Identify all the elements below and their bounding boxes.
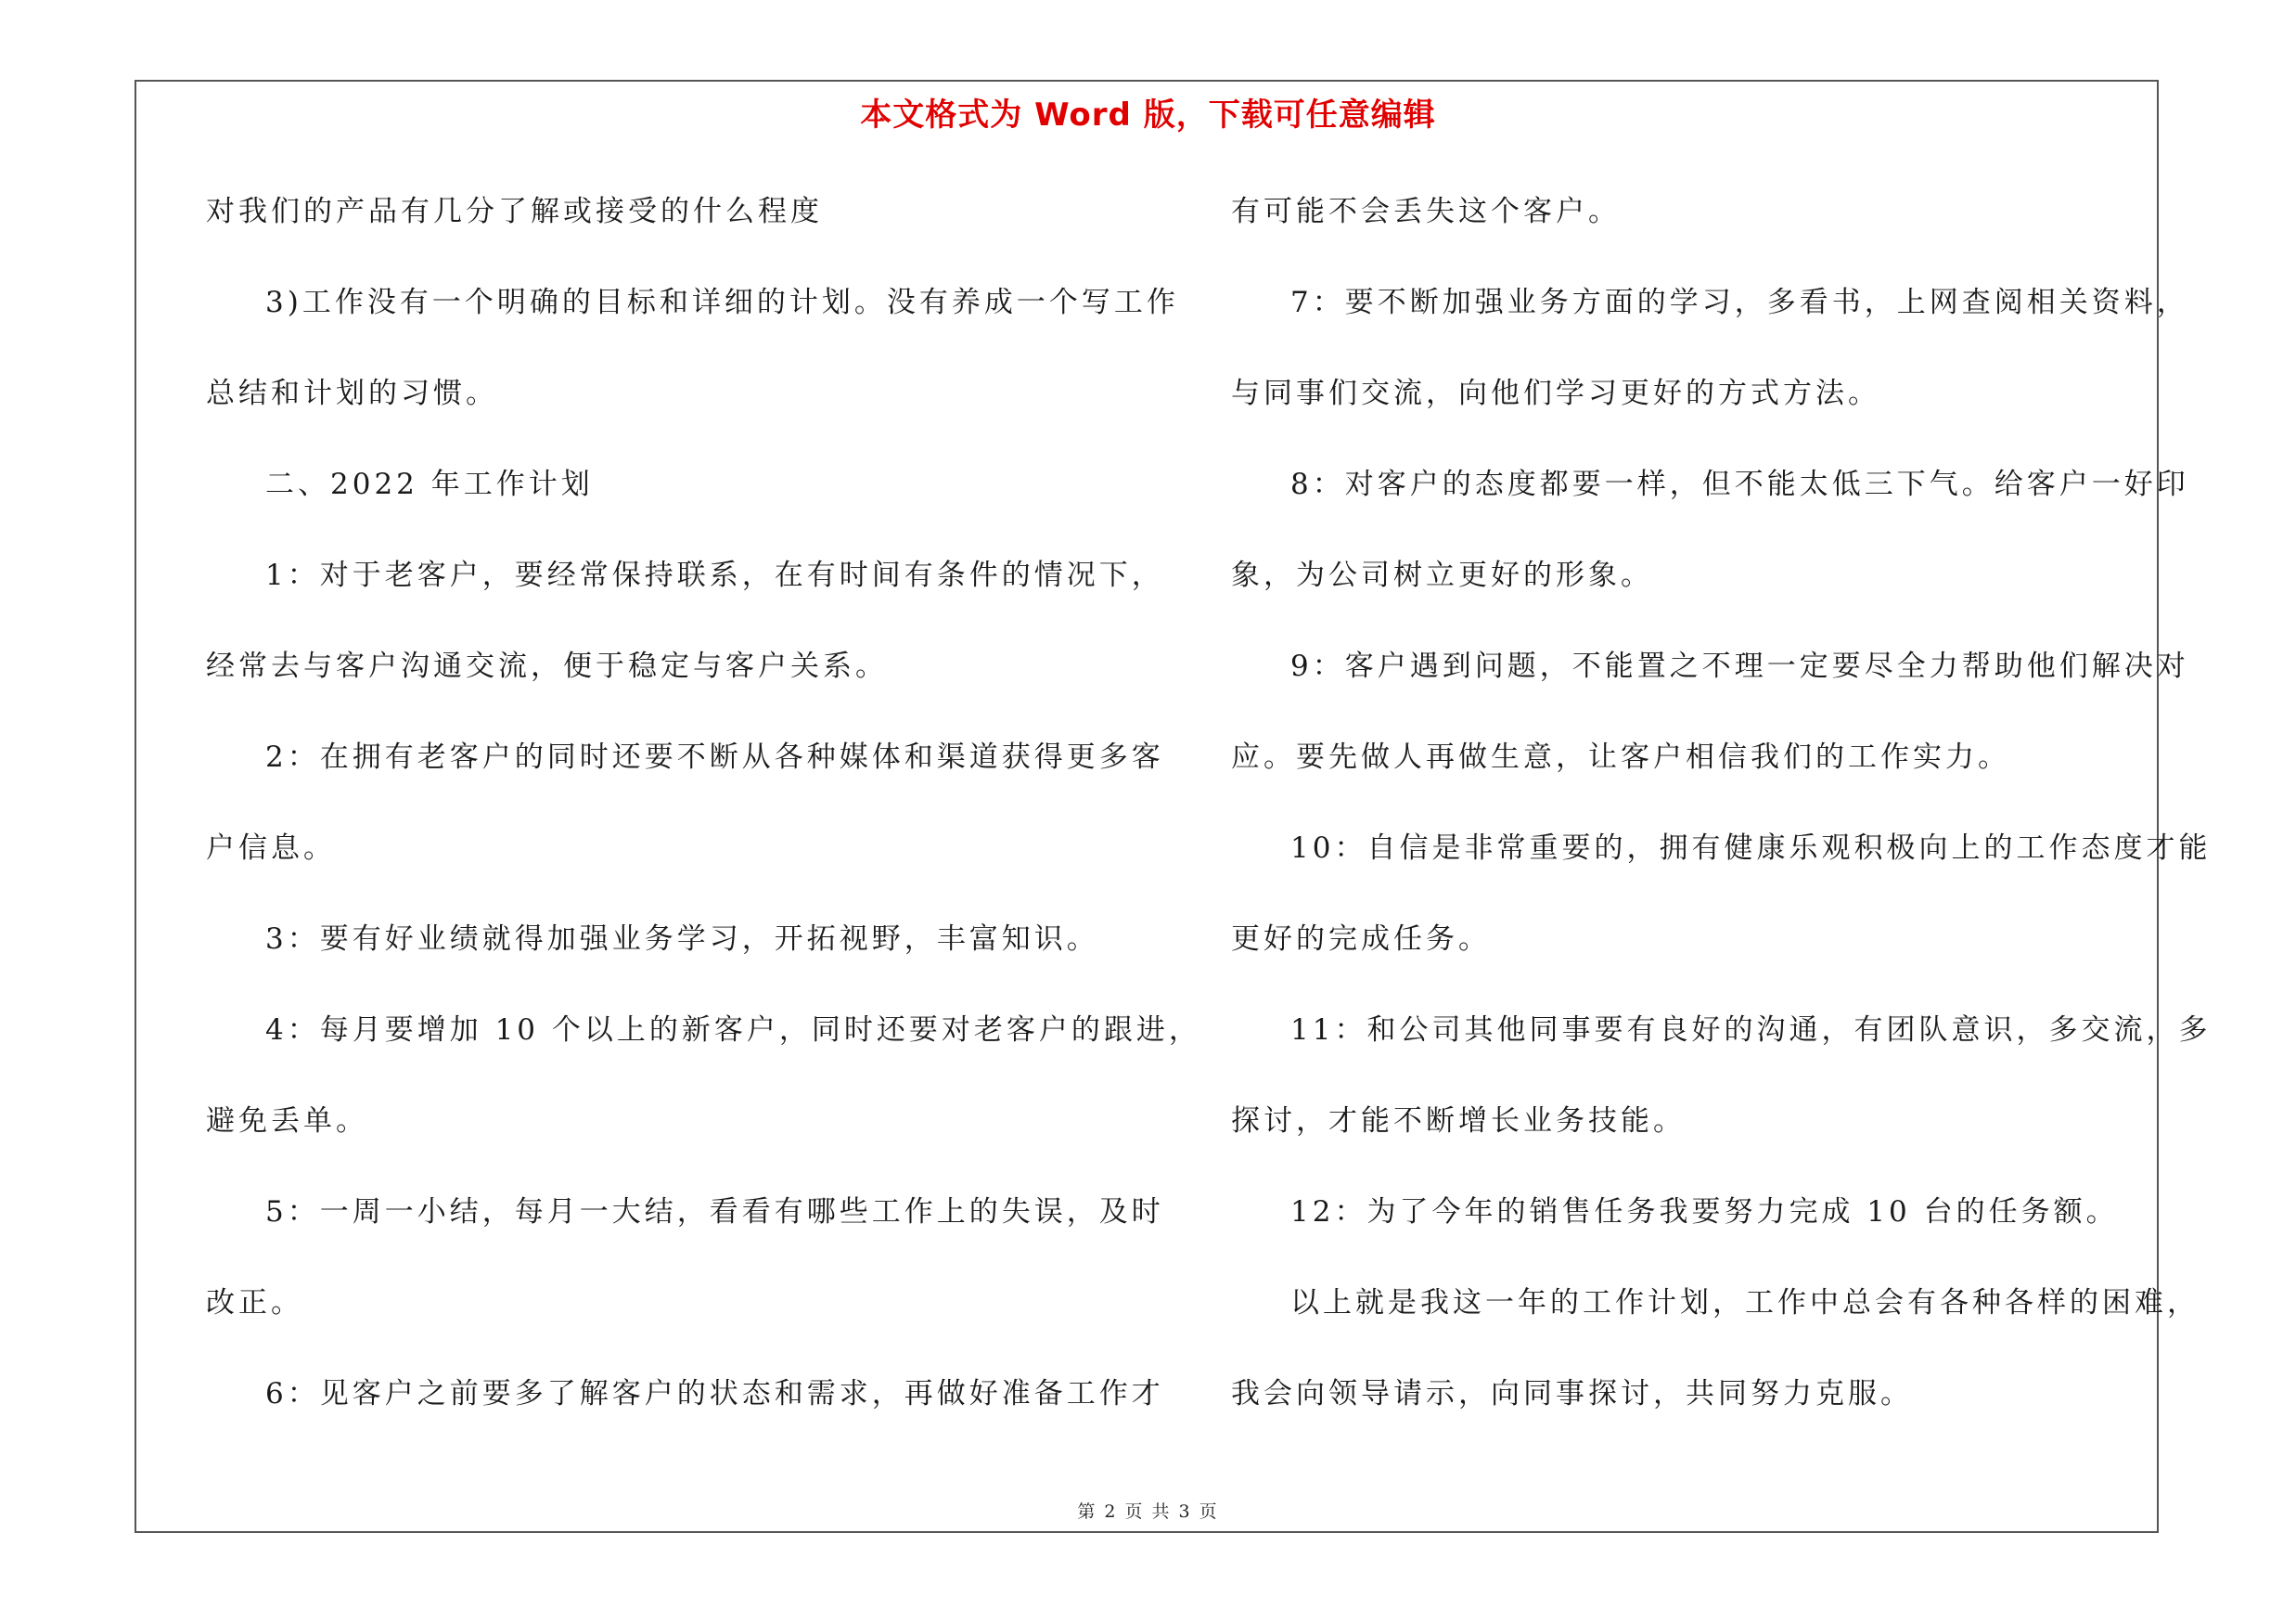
- text-line: 总结和计划的习惯。: [206, 377, 498, 410]
- text-line: 避免丢单。: [206, 1104, 368, 1138]
- text-line: 以上就是我这一年的工作计划，工作中总会有各种各样的困难，: [1290, 1286, 2200, 1320]
- text-line: 2：在拥有老客户的同时还要不断从各种媒体和渠道获得更多客: [265, 741, 1164, 774]
- text-line: 6：见客户之前要多了解客户的状态和需求，再做好准备工作才: [265, 1377, 1164, 1410]
- page-number-footer: 第 2 页 共 3 页: [1077, 1501, 1219, 1522]
- text-line: 探讨，才能不断增长业务技能。: [1231, 1104, 1686, 1138]
- text-line: 9：客户遇到问题，不能置之不理一定要尽全力帮助他们解决对: [1290, 650, 2189, 683]
- text-line: 1：对于老客户，要经常保持联系，在有时间有条件的情况下，: [265, 559, 1164, 592]
- text-line: 经常去与客户沟通交流，便于稳定与客户关系。: [206, 650, 888, 683]
- text-line: 4：每月要增加 10 个以上的新客户，同时还要对老客户的跟进，: [265, 1013, 1201, 1047]
- text-line: 12：为了今年的销售任务我要努力完成 10 台的任务额。: [1290, 1195, 2119, 1229]
- text-line: 10：自信是非常重要的，拥有健康乐观积极向上的工作态度才能: [1290, 831, 2212, 865]
- text-line: 3：要有好业绩就得加强业务学习，开拓视野，丰富知识。: [265, 922, 1099, 956]
- text-line: 与同事们交流，向他们学习更好的方式方法。: [1231, 377, 1880, 410]
- text-line: 我会向领导请示，向同事探讨，共同努力克服。: [1231, 1377, 1913, 1410]
- text-line: 11：和公司其他同事要有良好的沟通，有团队意识，多交流，多: [1290, 1013, 2212, 1047]
- text-line: 7：要不断加强业务方面的学习，多看书，上网查阅相关资料，: [1290, 286, 2189, 319]
- left-text-column: [206, 182, 1201, 1455]
- text-line: 应。要先做人再做生意，让客户相信我们的工作实力。: [1231, 741, 2010, 774]
- section-heading: 二、2022 年工作计划: [265, 468, 594, 501]
- text-line: 有可能不会丢失这个客户。: [1231, 195, 1621, 228]
- text-line: 象，为公司树立更好的形象。: [1231, 559, 1653, 592]
- text-line: 3)工作没有一个明确的目标和详细的计划。没有养成一个写工作: [265, 286, 1179, 319]
- text-line: 8：对客户的态度都要一样，但不能太低三下气。给客户一好印: [1290, 468, 2189, 501]
- right-text-column: [1231, 182, 2212, 1455]
- text-line: 户信息。: [206, 831, 336, 865]
- text-line: 更好的完成任务。: [1231, 922, 1491, 956]
- text-line: 改正。: [206, 1286, 303, 1320]
- edit-notice-banner: 本文格式为 Word 版，下载可任意编辑: [860, 97, 1436, 134]
- text-line: 对我们的产品有几分了解或接受的什么程度: [206, 195, 823, 228]
- text-line: 5：一周一小结，每月一大结，看看有哪些工作上的失误，及时: [265, 1195, 1164, 1229]
